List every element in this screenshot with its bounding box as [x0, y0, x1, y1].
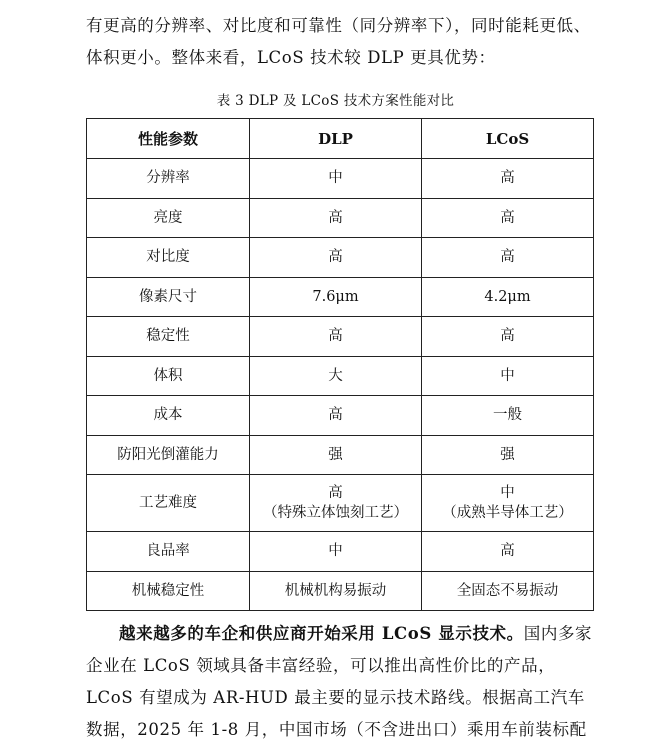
intro-paragraph: 有更高的分辨率、对比度和可靠性（同分辨率下），同时能耗更低、体积更小。整体来看，LCoS 技术较 DLP 更具优势： — [86, 16, 591, 67]
table-row — [87, 475, 594, 532]
lcos-value: 高 — [422, 198, 594, 238]
row-label: 像素尺寸 — [87, 277, 250, 317]
lcos-value: 高 — [422, 159, 594, 199]
table-row — [87, 532, 594, 572]
row-label: 亮度 — [87, 198, 250, 238]
closing-paragraph — [86, 618, 596, 746]
dlp-value: 中 — [250, 532, 422, 572]
row-label: 体积 — [87, 356, 250, 396]
table-caption: 表 3 DLP 及 LCoS 技术方案性能对比 — [216, 93, 455, 109]
row-label: 工艺难度 — [87, 475, 250, 532]
dlp-process-level: 高 — [328, 485, 343, 501]
table-row — [87, 571, 594, 611]
row-label: 防阳光倒灌能力 — [87, 435, 250, 475]
lcos-value: 高 — [422, 532, 594, 572]
row-label: 良品率 — [87, 532, 250, 572]
row-label: 机械稳定性 — [87, 571, 250, 611]
table-row — [87, 317, 594, 357]
table-header-row — [87, 119, 594, 159]
dlp-value: 强 — [250, 435, 422, 475]
dlp-value — [250, 475, 422, 532]
header-parameter: 性能参数 — [87, 119, 250, 159]
lcos-value — [422, 475, 594, 532]
dlp-value: 高 — [250, 198, 422, 238]
dlp-value: 中 — [250, 159, 422, 199]
table-row — [87, 198, 594, 238]
dlp-value: 高 — [250, 317, 422, 357]
lcos-value: 高 — [422, 317, 594, 357]
lcos-value: 中 — [422, 356, 594, 396]
dlp-value: 机械机构易振动 — [250, 571, 422, 611]
lcos-value: 一般 — [422, 396, 594, 436]
closing-body-text: 国内多家企业在 LCoS 领域具备丰富经验，可以推出高性价比的产品，LCoS 有望成为 AR-HUD 最主要的显示技术路线。根据高工汽车数据，2025 年 1-8 月，中国市场（不含进出口）乘用车前装标配 — [86, 624, 593, 739]
dlp-value: 大 — [250, 356, 422, 396]
dlp-value: 高 — [250, 396, 422, 436]
table-row — [87, 356, 594, 396]
lcos-value: 高 — [422, 238, 594, 278]
row-label: 分辨率 — [87, 159, 250, 199]
table-row — [87, 159, 594, 199]
table-row — [87, 435, 594, 475]
dlp-value: 7.6μm — [250, 277, 422, 317]
lcos-value: 4.2μm — [422, 277, 594, 317]
closing-lead-sentence: 越来越多的车企和供应商开始采用 LCoS 显示技术。 — [119, 624, 524, 643]
lcos-process-note: （成熟半导体工艺） — [442, 505, 573, 521]
lcos-value: 强 — [422, 435, 594, 475]
table-row — [87, 238, 594, 278]
lcos-process-level: 中 — [500, 485, 515, 501]
table-row — [87, 277, 594, 317]
dlp-value: 高 — [250, 238, 422, 278]
row-label: 对比度 — [87, 238, 250, 278]
comparison-table — [86, 118, 594, 611]
header-dlp: DLP — [250, 119, 422, 159]
lcos-value: 全固态不易振动 — [422, 571, 594, 611]
row-label: 成本 — [87, 396, 250, 436]
header-lcos: LCoS — [422, 119, 594, 159]
table-row — [87, 396, 594, 436]
dlp-process-note: （特殊立体蚀刻工艺） — [263, 505, 408, 521]
row-label: 稳定性 — [87, 317, 250, 357]
